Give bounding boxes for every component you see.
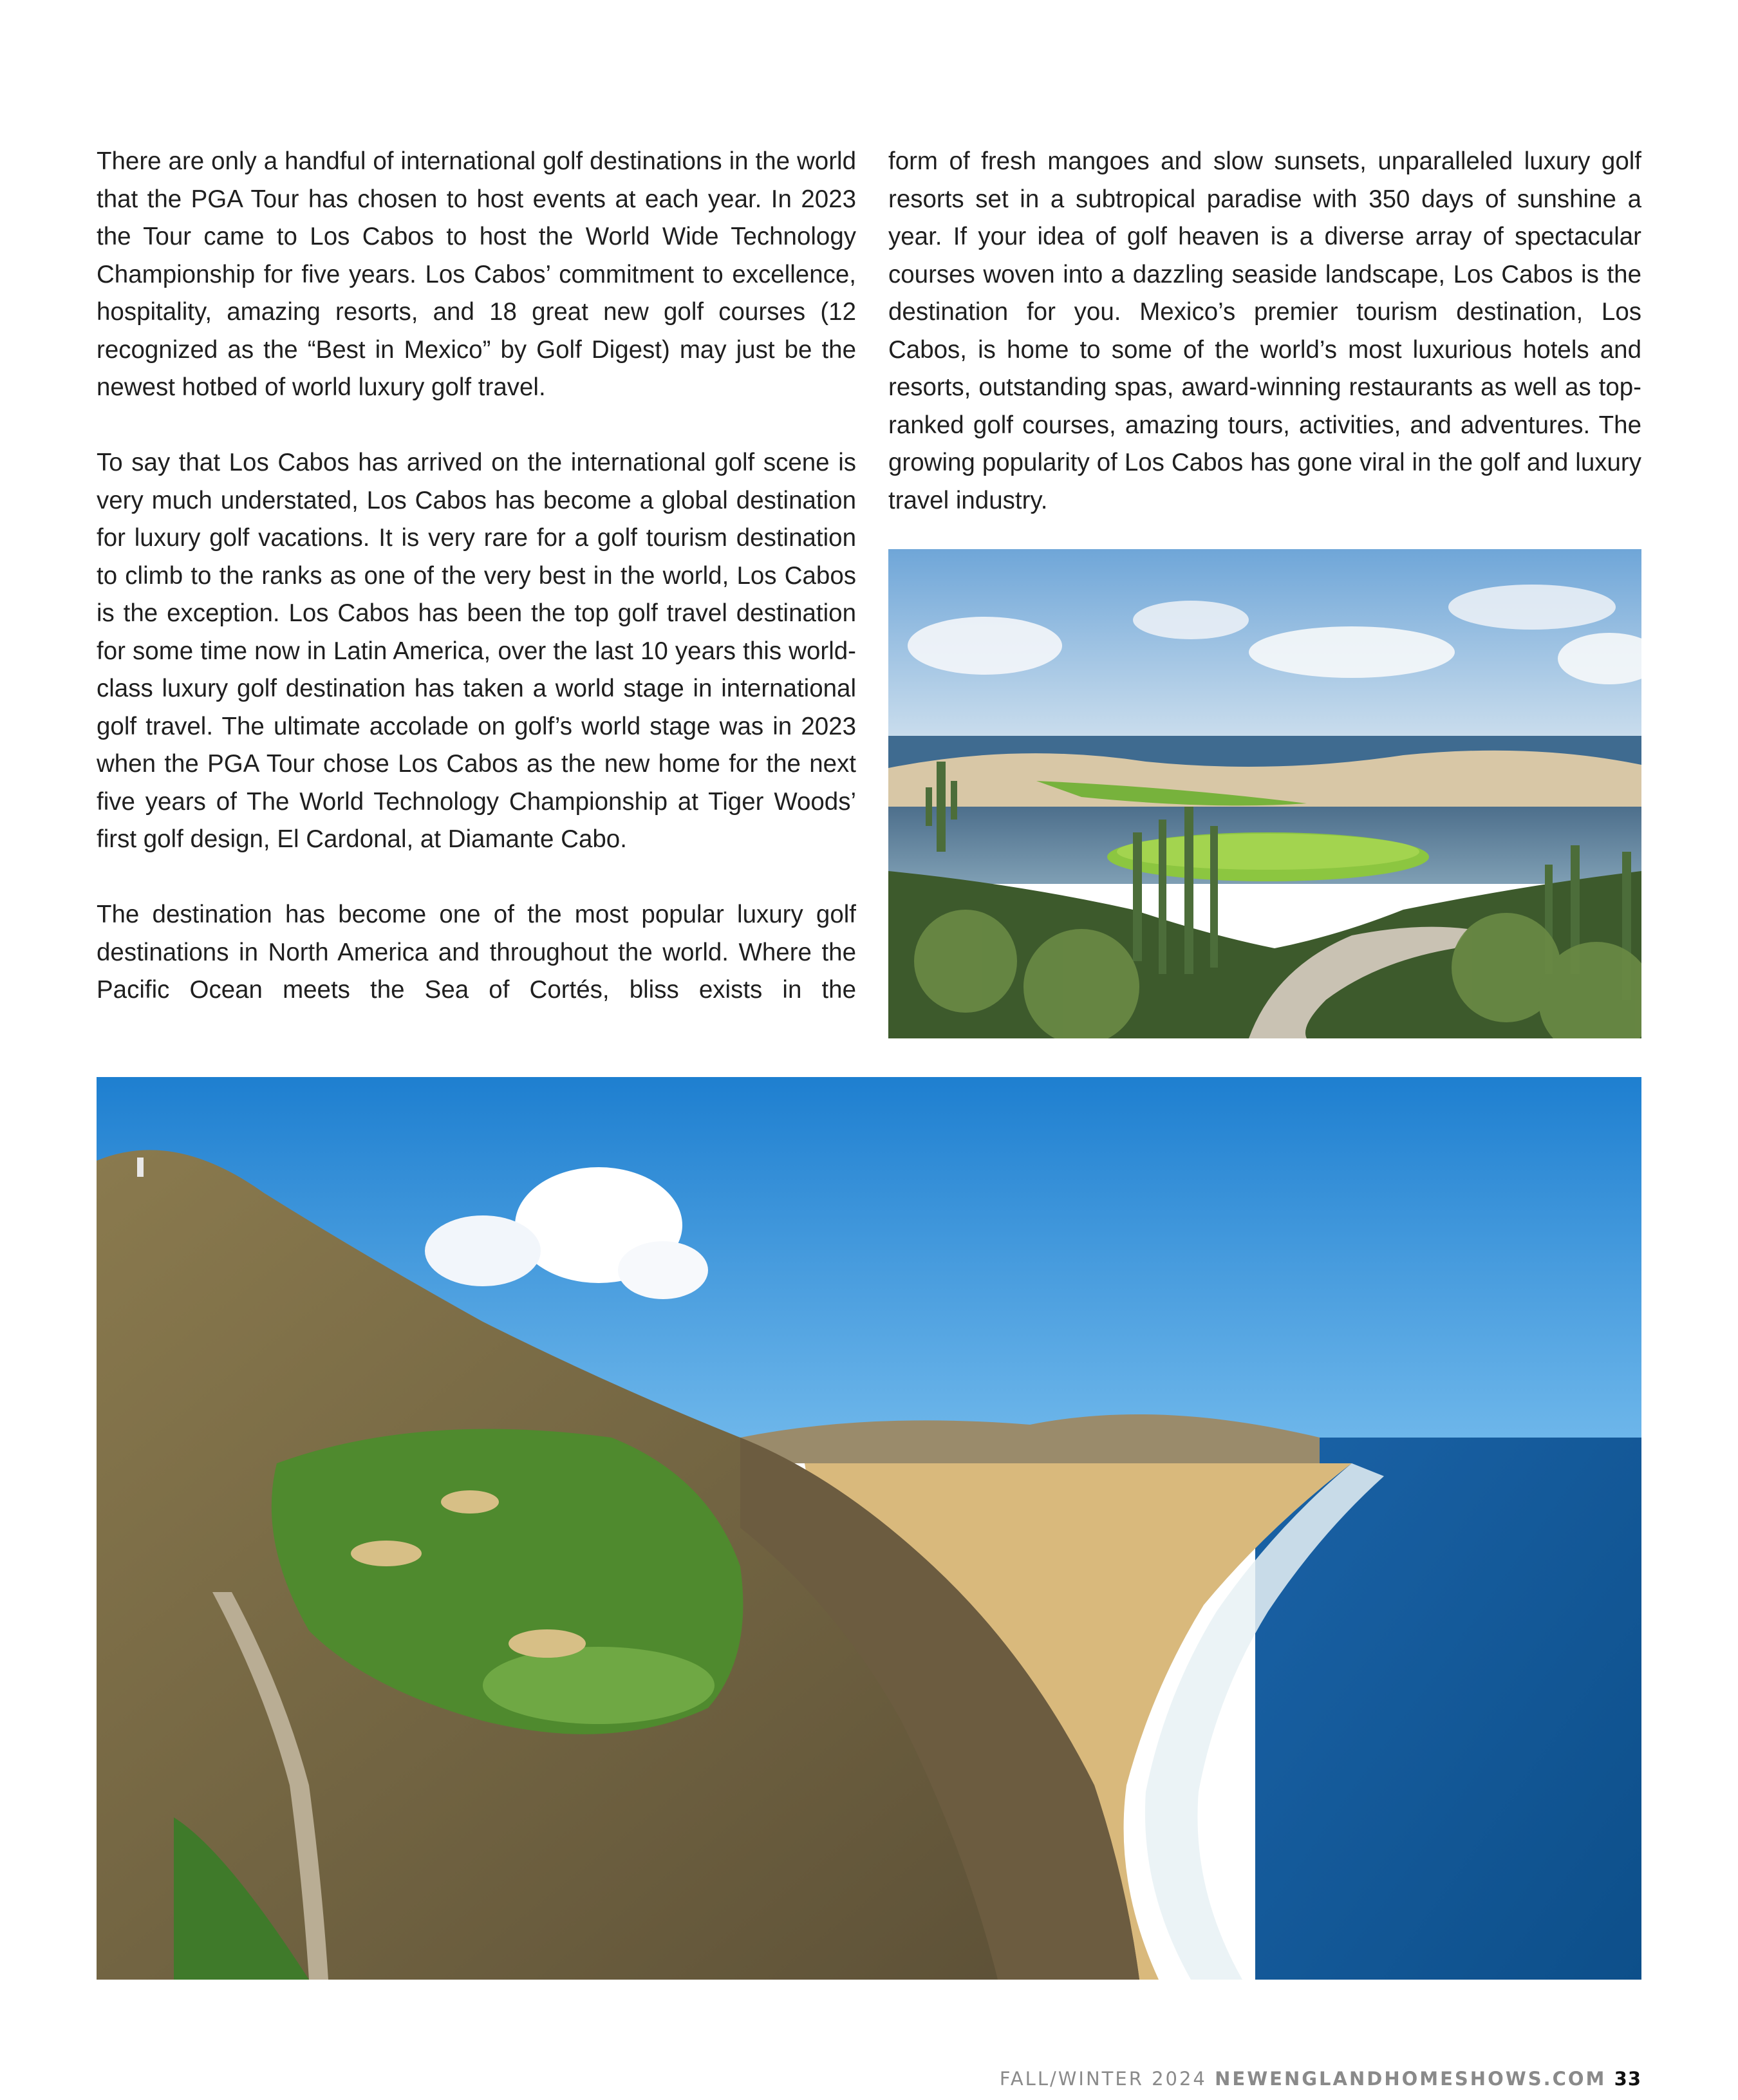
paragraph: To say that Los Cabos has arrived on the international golf scene is very much understated, Los Cabos has become a global destination for luxury golf vacations. It is very rare for a golf tourism destination to climb to the ranks as one of the very best in the world, Los Cabos is the exception. Los Cabos has been the top golf travel destination for some time now in Latin America, over the last 10 years this world-class luxury golf destination has taken a world stage in international golf travel. The ultimate accolade on golf’s world stage was in 2023 when the PGA Tour chose Los Cabos as the new home for the next five years of The World Technology Championship at Tiger Woods’ first golf design, El Cardonal, at Diamante Cabo. [97, 449, 856, 853]
issue-label: FALL/WINTER 2024 [999, 2068, 1207, 2090]
aerial-golf-photo [97, 1077, 1641, 1980]
page-number: 33 [1614, 2068, 1641, 2090]
cactus-golf-image [888, 549, 1641, 1038]
paragraph: There are only a handful of international golf destinations in the world that the PGA Tour has chosen to host events at each year. In 2023 the Tour came to Los Cabos to host the World Wide Technology Championship for five years. Los Cabos’ commitment to excellence, hospitality, amazing resorts, and 18 great new golf courses (12 recognized as the “Best in Mexico” by Golf Digest) may just be the newest hotbed of world luxury golf travel. [97, 147, 856, 401]
aerial-golf-image [97, 1077, 1641, 1980]
page-footer [1000, 2068, 1641, 2090]
paragraph: The destination has become one of the most popular luxury golf destinations in North America and throughout the world. Where the Pacific Ocean meets the Sea of Cortés, bliss exists in the [97, 901, 856, 1004]
paragraph: form of fresh mangoes and slow sunsets, unparalleled luxury golf resorts set in a subtropical paradise with 350 days of sunshine a year. If your idea of golf heaven is a diverse array of spectacular courses woven into a dazzling seaside landscape, Los Cabos is the destination for you. Mexico’s premier tourism destination, Los Cabos, is home to some of the world’s most luxurious hotels and resorts, outstanding spas, award-winning restaurants as well as top-ranked golf courses, amazing tours, activities, and adventures. The growing popularity of Los Cabos has gone viral in the golf and luxury travel industry. [888, 147, 1641, 514]
article-left-column [97, 143, 856, 1009]
article-right-column [888, 143, 1641, 520]
golf-cactus-photo [888, 549, 1641, 1038]
website-link[interactable]: NEWENGLANDHOMESHOWS.COM [1215, 2068, 1607, 2090]
